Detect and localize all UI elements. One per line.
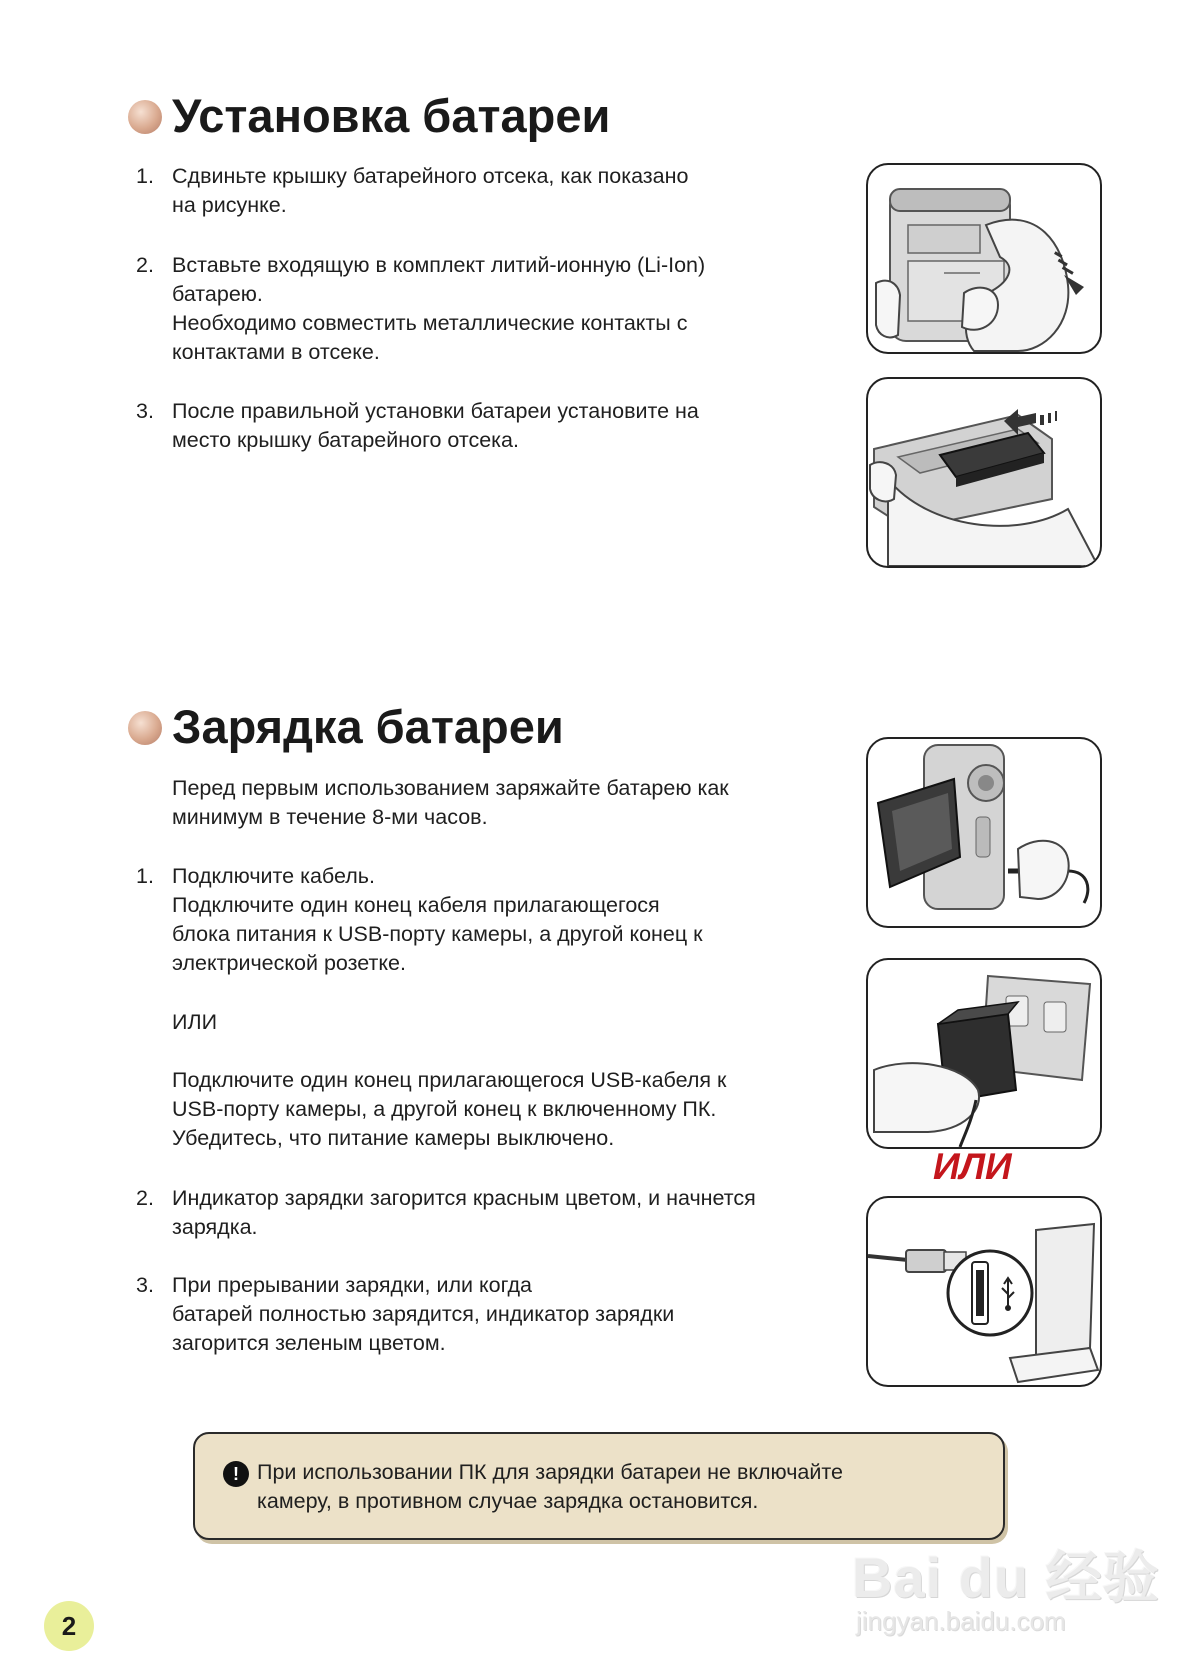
step-text-line: блока питания к USB-порту камеры, а другой конец к [172, 922, 703, 946]
or-text: ИЛИ [172, 1010, 218, 1034]
section-title-battery-install: Установка батареи [172, 89, 611, 142]
section-bullet-icon [128, 100, 162, 134]
note-text-line: камеру, в противном случае зарядка остановится. [257, 1489, 759, 1513]
step-text-line: на рисунке. [172, 193, 287, 217]
section-title-battery-charge: Зарядка батареи [172, 700, 564, 753]
figure-slide-battery-cover [866, 163, 1102, 354]
exclamation-icon: ! [223, 1461, 249, 1487]
step-text-line: При прерывании зарядки, или когда [172, 1273, 532, 1297]
camera-cable-illustration [868, 739, 1100, 926]
step-text-line: Подключите один конец прилагающегося USB-кабеля к [172, 1068, 727, 1092]
figure-or-label: ИЛИ [933, 1146, 1012, 1187]
warning-note [193, 1432, 1005, 1540]
camera-cover-illustration [868, 165, 1100, 352]
step-text-line: место крышку батарейного отсека. [172, 428, 519, 452]
battery-insert-illustration [868, 379, 1100, 566]
figure-insert-battery [866, 377, 1102, 568]
step-text-line: Вставьте входящую в комплект литий-ионную (Li-Ion) [172, 253, 706, 277]
step-text-line: батарей полностью зарядится, индикатор зарядки [172, 1302, 675, 1326]
intro-text-line: минимум в течение 8-ми часов. [172, 805, 488, 829]
figure-camera-cable [866, 737, 1102, 928]
step-text-line: электрической розетке. [172, 951, 406, 975]
intro-text-line: Перед первым использованием заряжайте батарею как [172, 776, 729, 800]
step-text-line: Подключите один конец кабеля прилагающегося [172, 893, 660, 917]
figure-usb-laptop [866, 1196, 1102, 1387]
section-bullet-icon [128, 711, 162, 745]
figure-wall-adapter [866, 958, 1102, 1149]
wall-adapter-illustration [868, 960, 1100, 1147]
usb-laptop-illustration [868, 1198, 1100, 1385]
step-text-line: зарядка. [172, 1215, 258, 1239]
watermark-url: jingyan.baidu.com [856, 1606, 1066, 1636]
note-text-line: При использовании ПК для зарядки батареи не включайте [257, 1460, 843, 1484]
step-text-line: После правильной установки батареи установите на [172, 399, 699, 423]
step-text-line: загорится зеленым цветом. [172, 1331, 446, 1355]
step-text-line: Подключите кабель. [172, 864, 375, 888]
step-text-line: Убедитесь, что питание камеры выключено. [172, 1126, 615, 1150]
step-text-line: Необходимо совместить металлические контакты с [172, 311, 688, 335]
page-number: 2 [44, 1601, 94, 1651]
step-text-line: контактами в отсеке. [172, 340, 380, 364]
step-text-line: Индикатор зарядки загорится красным цветом, и начнется [172, 1186, 756, 1210]
step-text-line: батарею. [172, 282, 263, 306]
watermark-logo: Bai du 经验 [852, 1546, 1160, 1609]
step-text-line: Сдвиньте крышку батарейного отсека, как показано [172, 164, 689, 188]
step-text-line: USB-порту камеры, а другой конец к включенному ПК. [172, 1097, 717, 1121]
